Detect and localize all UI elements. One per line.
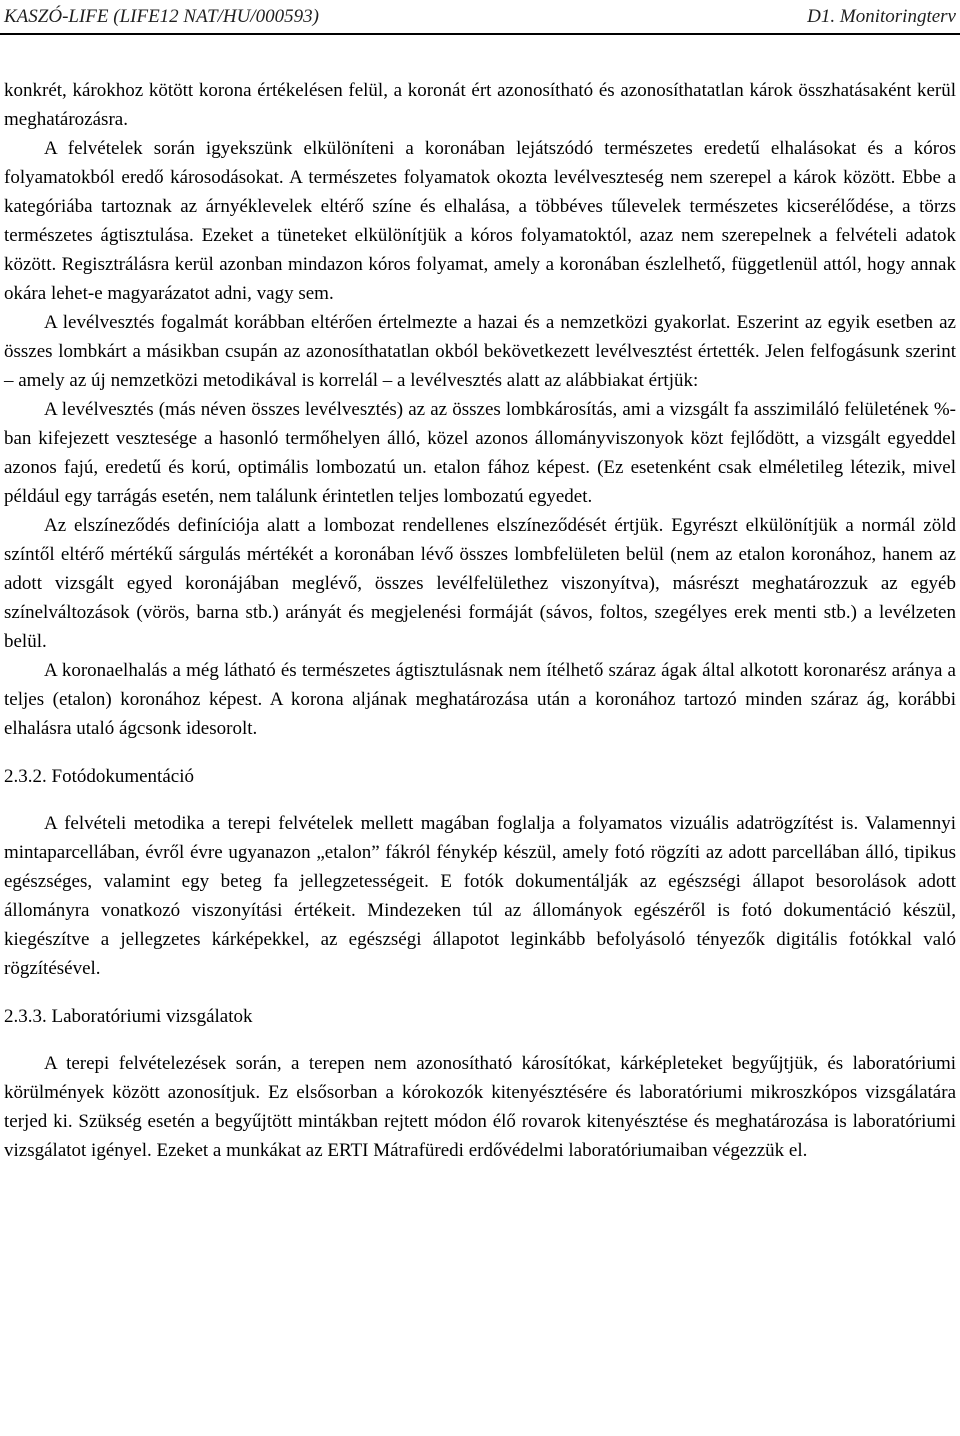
header-document-title: D1. Monitoringterv xyxy=(807,6,956,27)
paragraph-laboratory-tests: A terepi felvételezések során, a terepen nem azonosítható károsítókat, kárképleteket begyűjtjük, és laboratóriumi körülmények között azonosítjuk. Ez elsősorban a kórokozók kitenyésztésére és laboratóriumi mikroszkópos vizsgálatára terjed ki. Szükség esetén a begyűjtött mintákban rejtett módon élő rovarok kitenyésztése és meghatározása is laboratóriumi vizsgálatot igényel. Ezeket a munkákat az ERTI Mátrafüredi erdővédelmi laboratóriumaiban végezzük el. xyxy=(4,1053,956,1161)
section-heading-photo-documentation: 2.3.2. Fotódokumentáció xyxy=(4,766,194,787)
section-heading-laboratory-tests: 2.3.3. Laboratóriumi vizsgálatok xyxy=(4,1006,253,1027)
paragraph-leaf-loss-definition: A levélvesztés (más néven összes levélvesztés) az az összes lombkárosítás, ami a vizsgált fa asszimiláló felületének %-ban kifejezett vesztesége a hasonló termőhelyen álló, közel azonos állományviszonyok közt fejlődött, a vizsgált egyeddel azonos fajú, eredetű és korú, optimális lombozatú un. etalon fához képest. (Ez esetenként csak elméletileg létezik, mivel például egy tarrágás esetén, nem találunk érintetlen teljes lombozatú egyedet. xyxy=(4,399,956,507)
header-project-code: KASZÓ-LIFE (LIFE12 NAT/HU/000593) xyxy=(4,6,319,27)
page-header xyxy=(4,0,956,34)
paragraph-leaf-loss-concept: A levélvesztés fogalmát korábban eltérően értelmezte a hazai és a nemzetközi gyakorlat. Eszerint az egyik esetben az összes lombkárt a másikban csupán az azonosíthatatlan okból bekövetkezett levélvesztést értették. Jelen felfogásunk szerint – amely az új nemzetközi metodikával is korrelál – a levélvesztés alatt az alábbiakat értjük: xyxy=(4,312,956,391)
paragraph-natural-processes: A felvételek során igyekszünk elkülöníteni a koronában lejátszódó természetes eredetű elhalásokat és a kóros folyamatokból eredő károsodásokat. A természetes folyamatok okozta levélveszteség nem szerepel a károk között. Ebbe a kategóriába tartoznak az árnyéklevelek eltérő színe és elhalása, a többéves tűlevelek természetes kicserélődése, a törzs természetes ágtisztulása. Ezeket a tüneteket elkülönítjük a kóros folyamatoktól, azaz nem szerepelnek a felvételi adatok között. Regisztrálásra kerül azonban mindazon kóros folyamat, amely a koronában észlelhető, függetlenül attól, hogy annak okára lehet-e magyarázatot adni, vagy sem. xyxy=(4,138,956,304)
paragraph-crown-assessment: konkrét, károkhoz kötött korona értékelésen felül, a koronát ért azonosítható és azonosíthatatlan károk összhatásaként kerül meghatározásra. xyxy=(4,80,956,130)
header-divider xyxy=(0,33,960,35)
paragraph-crown-dieback: A koronaelhalás a még látható és természetes ágtisztulásnak nem ítélhető száraz ágak által alkotott koronarész aránya a teljes (etalon) koronához képest. A korona aljának meghatározása után a koronához tartozó minden száraz ág, korábbi elhalásra utaló ágcsonk idesorolt. xyxy=(4,660,956,739)
paragraph-discoloration: Az elszíneződés definíciója alatt a lombozat rendellenes elszíneződését értjük. Egyrészt elkülönítjük a normál zöld színtől eltérő mértékű sárgulás mértékét a koronában lévő összes lombfelületen belül (nem az etalon koronához, hanem az adott vizsgált egyed koronájában meglévő, összes levélfelülethez viszonyítva), másrészt meghatározzuk az egyéb színelváltozások (vörös, barna stb.) arányát és megjelenési formáját (sávos, foltos, szegélyes erek menti stb.) a levélzeten belül. xyxy=(4,515,956,652)
document-body xyxy=(4,76,956,1165)
paragraph-photo-documentation: A felvételi metodika a terepi felvételek mellett magában foglalja a folyamatos vizuális adatrögzítést is. Valamennyi mintaparcellában, évről évre ugyanazon „etalon” fákról fénykép készül, amely fotó rögzíti az adott parcellában álló, tipikus egészséges, valamint egy beteg fa jellegzetességeit. E fotók dokumentálják az egészségi állapot besorolások adott állományra vonatkozó viszonyítási értékeit. Mindezeken túl az állományok egészéről is fotó dokumentáció készül, kiegészítve a jellegzetes kárképekkel, az egészségi állapotot leginkább befolyásoló tényezők digitális fotókkal való rögzítésével. xyxy=(4,813,956,979)
